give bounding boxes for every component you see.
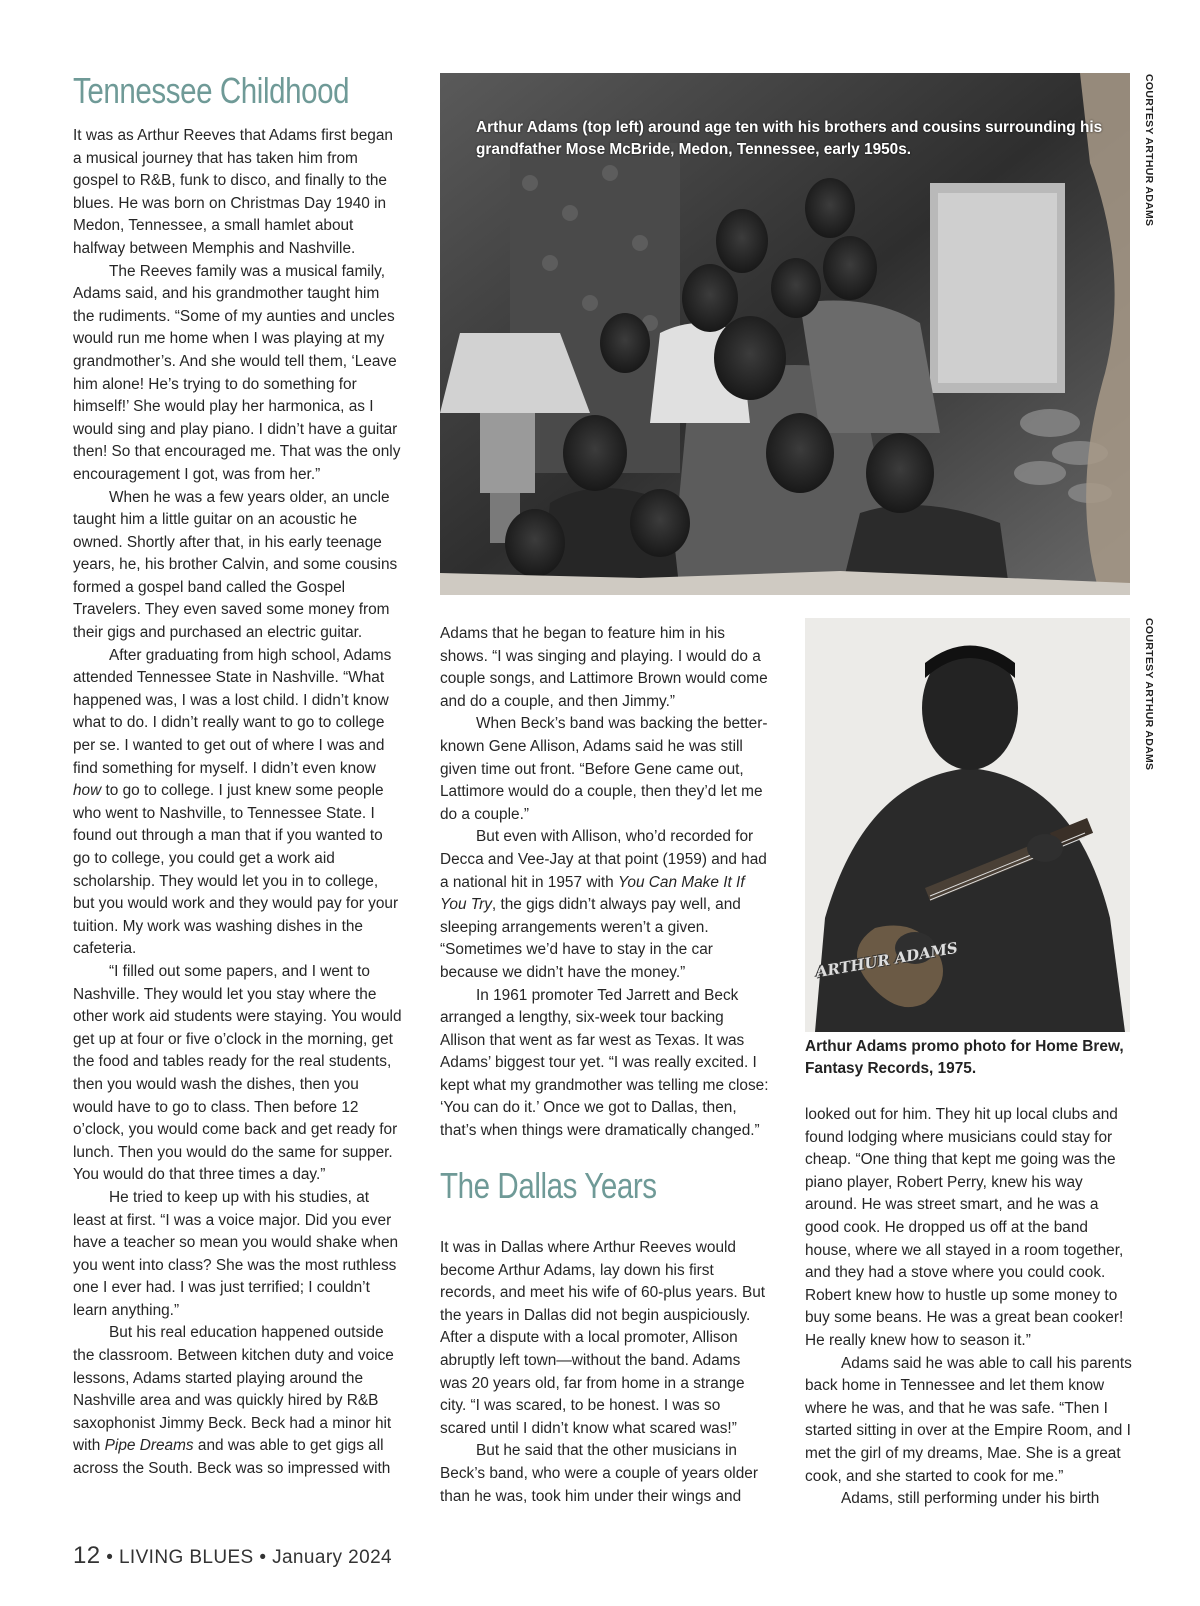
- paragraph: But he said that the other musicians in Beck’s band, who were a couple of years older than he was, took him under their wings and: [440, 1442, 758, 1505]
- family-photo: [440, 73, 1130, 595]
- paragraph: Adams said he was able to call his parents back home in Tennessee and let them know where he was, and that he was safe. “Then I started sitting in over at the Empire Room, and I met the girl of my dreams, Mae. She is a great cook, and she started to cook for me.”: [805, 1354, 1132, 1485]
- paragraph: In 1961 promoter Ted Jarrett and Beck arranged a lengthy, six-week tour backing Allison that went as far west as Texas. It was Adams’ biggest tour yet. “I was really excited. I kept what my grandmother was telling me close: ‘You can do it.’ Once we got to Dallas, then, that’s when things were dramatically changed.”: [440, 986, 769, 1140]
- section-heading-dallas: The Dallas Years: [440, 1165, 657, 1206]
- issue-date: January 2024: [272, 1547, 393, 1568]
- footer-bullet: •: [106, 1547, 114, 1568]
- paragraph: It was as Arthur Reeves that Adams first began a musical journey that has taken him from gospel to R&B, funk to disco, and finally to the blues. He was born on Christmas Day 1940 in Medon, Tennessee, a small hamlet about halfway between Memphis and Nashville.: [73, 127, 393, 257]
- photo-caption-promo: Arthur Adams promo photo for Home Brew, Fantasy Records, 1975.: [805, 1038, 1124, 1077]
- paragraph: Adams that he began to feature him in his shows. “I was singing and playing. I would do a couple songs, and Lattimore Brown would come and do a couple, and then Jimmy.”: [440, 625, 768, 710]
- paragraph: He tried to keep up with his studies, at least at first. “I was a voice major. Did you ever have a teacher so mean you would shake when you went into class? She was the most ruthless one I ever had. I was just terrified; I couldn’t learn anything.”: [73, 1188, 399, 1319]
- page-number: 12: [73, 1542, 101, 1569]
- paragraph: But even with Allison, who’d recorded for Decca and Vee-Jay at that point (1959) and had a national hit in 1957 with You Can Make It If You Try, the gigs didn’t always pay well, and sleeping arrangements weren’t a given. “Sometimes we’d have to stay in the car because we didn’t have the money.”: [440, 828, 767, 981]
- promo-photo: [805, 618, 1130, 1032]
- paragraph: The Reeves family was a musical family, Adams said, and his grandmother taught him the rudiments. “Some of my aunties and uncles would run me home when I was playing at my grandmother’s. And she would tell them, ‘Leave him alone! He’s trying to do something for himself!’ She would play her harmonica, as I would sing and play piano. I didn’t have a guitar then! So that encouraged me. That was the only encouragement I got, was from her.”: [73, 262, 401, 483]
- column-1: [73, 125, 403, 1481]
- paragraph: After graduating from high school, Adams attended Tennessee State in Nashville. “What happened was, I was a lost child. I didn’t know what to do. I didn’t really want to go to college per se. I wanted to get out of where I was and find something for myself. I didn’t even know how to go to college. I just knew some people who went to Nashville, to Tennessee State. I found out through a man that if you wanted to go to college, you could get a work aid scholarship. They would let you in to college, but you would work and they would pay for your tuition. My work was washing dishes in the cafeteria.: [73, 646, 399, 958]
- paragraph: But his real education happened outside the classroom. Between kitchen duty and voice lessons, Adams started playing around the Nashville area and was quickly hired by R&B saxophonist Jimmy Beck. Beck had a minor hit with Pipe Dreams and was able to get gigs all across the South. Beck was so impressed with: [73, 1324, 394, 1478]
- photo-caption-family: Arthur Adams (top left) around age ten with his brothers and cousins surrounding his grandfather Mose McBride, Medon, Tennessee, early 1950s.: [476, 119, 1103, 158]
- paragraph: It was in Dallas where Arthur Reeves would become Arthur Adams, lay down his first records, and meet his wife of 60-plus years. But the years in Dallas did not begin auspiciously. After a dispute with a local promoter, Allison abruptly left town—without the band. Adams was 20 years old, far from home in a strange city. “I was scared, to be honest. I was so scared until I didn’t know what scared was!”: [440, 1239, 766, 1437]
- photo-credit: COURTESY ARTHUR ADAMS: [1143, 74, 1155, 227]
- photo-credit: COURTESY ARTHUR ADAMS: [1143, 618, 1155, 771]
- promo-logo: ARTHUR ADAMS: [814, 938, 960, 982]
- column-3: [805, 1104, 1135, 1511]
- paragraph: looked out for him. They hit up local clubs and found lodging where musicians could stay for cheap. “One thing that kept me going was the piano player, Robert Perry, knew his way around. He was street smart, and he was a good cook. He dropped us off at the band house, where we all stayed in a room together, and they had a stove where you could cook. Robert knew how to hustle up some money to buy some beans. He was a great bean cooker! He really knew how to season it.”: [805, 1106, 1124, 1349]
- column-2-dallas: [440, 1237, 770, 1508]
- paragraph: When he was a few years older, an uncle taught him a little guitar on an acoustic he owned. Shortly after that, in his early teenage years, he, his brother Calvin, and some cousins formed a gospel band called the Gospel Travelers. They even saved some money from their gigs and purchased an electric guitar.: [73, 488, 398, 642]
- page-footer: [73, 1542, 392, 1570]
- paragraph: When Beck’s band was backing the better-known Gene Allison, Adams said he was still given time out front. “Before Gene came out, Lattimore would do a couple, then they’d let me do a couple.”: [440, 715, 768, 823]
- magazine-name: LIVING BLUES: [118, 1547, 254, 1568]
- paragraph: Adams, still performing under his birth: [841, 1490, 1100, 1508]
- column-2: [440, 623, 770, 1143]
- section-heading-tennessee: Tennessee Childhood: [73, 70, 350, 111]
- footer-bullet: •: [259, 1547, 267, 1568]
- paragraph: “I filled out some papers, and I went to Nashville. They would let you stay where the other work aid students were staying. You would get up at four or five o’clock in the morning, get the food and tables ready for the real students, then you would wash the dishes, then you would have to go to class. Then before 12 o’clock, you would come back and get ready for lunch. Then you would do the same for supper. You would do that three times a day.”: [73, 962, 402, 1184]
